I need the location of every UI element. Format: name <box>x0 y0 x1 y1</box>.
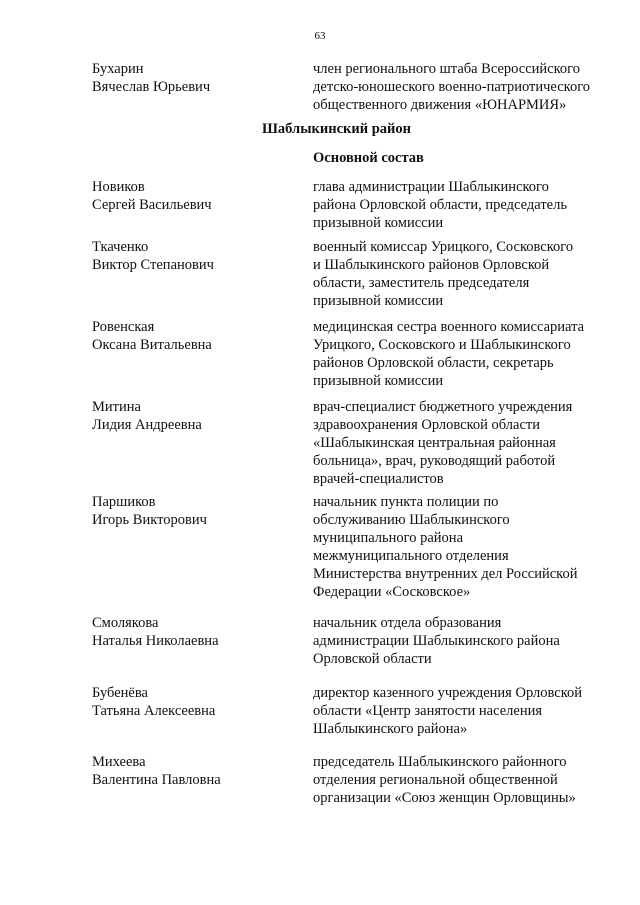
member-role <box>313 753 613 807</box>
member-name <box>92 614 292 650</box>
role-line: директор казенного учреждения Орловской <box>313 685 583 701</box>
role-line: детско-юношеского военно-патриотического <box>313 79 591 95</box>
role-line: общественного движения «ЮНАРМИЯ» <box>313 97 567 113</box>
member-given-names: Игорь Викторович <box>92 512 207 528</box>
member-surname: Бухарин <box>92 61 144 77</box>
role-line: врачей-специалистов <box>313 471 444 487</box>
member-role <box>313 318 613 390</box>
role-line: Федерации «Сосковское» <box>313 584 471 600</box>
member-role <box>313 178 613 232</box>
member-surname: Новиков <box>92 179 145 195</box>
role-line: начальник отдела образования <box>313 615 502 631</box>
member-name <box>92 178 292 214</box>
member-surname: Михеева <box>92 754 146 770</box>
role-line: организации «Союз женщин Орловщины» <box>313 790 576 806</box>
member-given-names: Вячеслав Юрьевич <box>92 79 211 95</box>
member-name <box>92 238 292 274</box>
member-surname: Ровенская <box>92 319 155 335</box>
role-line: районов Орловской области, секретарь <box>313 355 554 371</box>
member-role <box>313 614 613 668</box>
member-given-names: Лидия Андреевна <box>92 417 202 433</box>
role-line: «Шаблыкинская центральная районная <box>313 435 556 451</box>
member-given-names: Татьяна Алексеевна <box>92 703 216 719</box>
role-line: района Орловской области, председатель <box>313 197 567 213</box>
role-line: больница», врач, руководящий работой <box>313 453 556 469</box>
member-surname: Ткаченко <box>92 239 149 255</box>
role-line: администрации Шаблыкинского района <box>313 633 560 649</box>
role-line: Министерства внутренних дел Российской <box>313 566 578 582</box>
member-surname: Бубенёва <box>92 685 148 701</box>
role-line: и Шаблыкинского районов Орловской <box>313 257 550 273</box>
role-line: здравоохранения Орловской области <box>313 417 540 433</box>
composition-heading: Основной состав <box>313 150 424 166</box>
role-line: врач-специалист бюджетного учреждения <box>313 399 573 415</box>
role-line: начальник пункта полиции по <box>313 494 499 510</box>
member-surname: Митина <box>92 399 141 415</box>
member-role <box>313 493 613 601</box>
role-line: Шаблыкинского района» <box>313 721 468 737</box>
role-line: области, заместитель председателя <box>313 275 530 291</box>
role-line: призывной комиссии <box>313 215 444 231</box>
role-line: Орловской области <box>313 651 432 667</box>
member-role <box>313 238 613 310</box>
role-line: медицинская сестра военного комиссариата <box>313 319 585 335</box>
member-surname: Смолякова <box>92 615 159 631</box>
member-name <box>92 493 292 529</box>
member-given-names: Оксана Витальевна <box>92 337 212 353</box>
role-line: призывной комиссии <box>313 373 444 389</box>
member-role <box>313 60 613 114</box>
member-name <box>92 60 292 96</box>
role-line: военный комиссар Урицкого, Сосковского <box>313 239 574 255</box>
member-given-names: Сергей Васильевич <box>92 197 212 213</box>
member-given-names: Валентина Павловна <box>92 772 221 788</box>
member-name <box>92 753 292 789</box>
role-line: призывной комиссии <box>313 293 444 309</box>
role-line: Урицкого, Сосковского и Шаблыкинского <box>313 337 571 353</box>
page-number: 63 <box>314 30 326 42</box>
member-name <box>92 318 292 354</box>
member-name <box>92 684 292 720</box>
member-given-names: Виктор Степанович <box>92 257 214 273</box>
role-line: муниципального района <box>313 530 463 546</box>
member-given-names: Наталья Николаевна <box>92 633 219 649</box>
role-line: отделения региональной общественной <box>313 772 558 788</box>
role-line: обслуживанию Шаблыкинского <box>313 512 510 528</box>
role-line: области «Центр занятости населения <box>313 703 543 719</box>
role-line: председатель Шаблыкинского районного <box>313 754 567 770</box>
role-line: межмуниципального отделения <box>313 548 509 564</box>
district-heading: Шаблыкинский район <box>262 121 411 137</box>
member-role <box>313 398 613 488</box>
member-name <box>92 398 292 434</box>
role-line: глава администрации Шаблыкинского <box>313 179 549 195</box>
member-surname: Паршиков <box>92 494 156 510</box>
role-line: член регионального штаба Всероссийского <box>313 61 580 77</box>
member-role <box>313 684 613 738</box>
